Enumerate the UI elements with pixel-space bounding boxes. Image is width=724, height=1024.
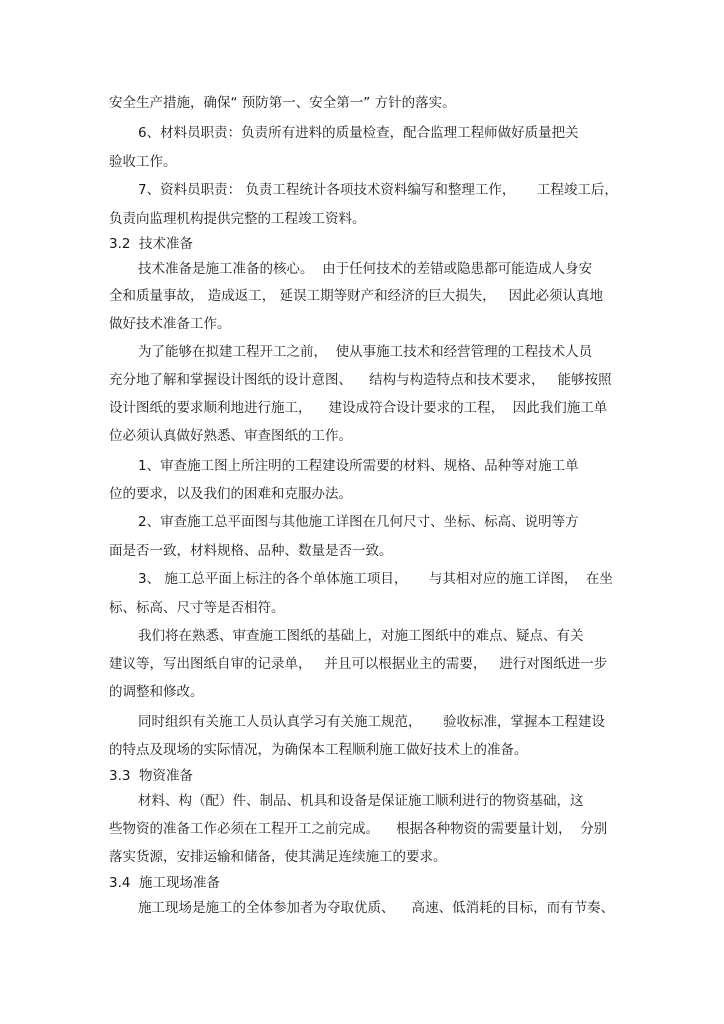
text-line: 标、标高、尺寸等是否相符。: [109, 600, 285, 616]
text-line: 技术准备是施工准备的核心。 由于任何技术的差错或隐患都可能造成人身安: [138, 261, 593, 277]
section-heading: 3.3 物资准备: [109, 768, 194, 784]
text-line: 建议等，写出图纸自审的记录单， 并且可以根据业主的需要， 进行对图纸进一步: [109, 656, 608, 672]
text-line: 做好技术准备工作。: [109, 316, 231, 332]
text-line: 的调整和修改。: [109, 684, 204, 700]
text-line: 安全生产措施，确保“ 预防第一、安全第一” 方针的落实。: [109, 95, 456, 111]
text-line: 1、审查施工图上所注明的工程建设所需要的材料、规格、品种等对施工单: [138, 458, 579, 474]
text-line: 充分地了解和掌握设计图纸的设计意图、 结构与构造特点和技术要求， 能够按照: [109, 372, 612, 388]
text-line: 面是否一致，材料规格、品种、数量是否一致。: [109, 543, 393, 559]
text-line: 落实货源，安排运输和储备，使其满足连续施工的要求。: [109, 849, 447, 865]
text-line: 同时组织有关施工人员认真学习有关施工规范， 验收标准，掌握本工程建设: [138, 714, 605, 730]
text-line: 负责向监理机构提供完整的工程竣工资料。: [109, 211, 366, 227]
text-line: 全和质量事故， 造成返工， 延误工期等财产和经济的巨大损失， 因此必须认真地: [109, 288, 603, 304]
text-line: 2、审查施工总平面图与其他施工详图在几何尺寸、坐标、标高、说明等方: [138, 514, 579, 530]
text-line: 材料、构（配）件、制品、机具和设备是保证施工顺利进行的物资基础，这: [138, 793, 584, 809]
section-heading: 3.4 施工现场准备: [109, 875, 221, 891]
text-line: 施工现场是施工的全体参加者为夺取优质、 高速、低消耗的目标，而有节奏、: [138, 900, 615, 916]
text-line: 为了能够在拟建工程开工之前， 使从事施工技术和经营管理的工程技术人员: [138, 344, 593, 360]
text-line: 3、 施工总平面上标注的各个单体施工项目， 与其相对应的施工详图， 在坐: [138, 571, 613, 587]
text-line: 设计图纸的要求顺利地进行施工， 建设成符合设计要求的工程， 因此我们施工单: [109, 400, 608, 416]
text-line: 位必须认真做好熟悉、审查图纸的工作。: [109, 428, 352, 444]
text-line: 6、材料员职责：负责所有进料的质量检查，配合监理工程师做好质量把关: [138, 125, 579, 141]
text-line: 位的要求，以及我们的困难和克服办法。: [109, 486, 352, 502]
text-line: 我们将在熟悉、审查施工图纸的基础上，对施工图纸中的难点、疑点、有关: [138, 628, 584, 644]
text-line: 的特点及现场的实际情况，为确保本工程顺利施工做好技术上的准备。: [109, 742, 528, 758]
section-heading: 3.2 技术准备: [109, 236, 194, 252]
text-line: 些物资的准备工作必须在工程开工之前完成。 根据各种物资的需要量计划， 分别: [109, 821, 608, 837]
text-line: 验收工作。: [109, 154, 177, 170]
text-line: 7、资料员职责： 负责工程统计各项技术资料编写和整理工作， 工程竣工后，: [138, 182, 618, 198]
